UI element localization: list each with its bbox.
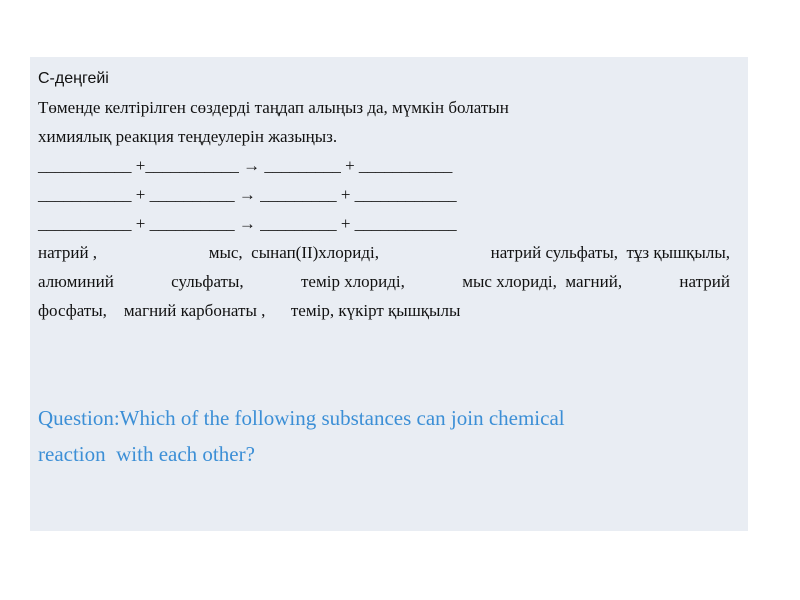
word-bank-line-2 xyxy=(38,267,730,296)
word-bank-item: мыс хлориді, магний, xyxy=(462,272,623,291)
word-bank-item: сульфаты, xyxy=(171,272,244,291)
equation-blank-3: ___________ + __________ → _________ + ____________ xyxy=(38,214,457,233)
word-bank-line-3: фосфаты, магний карбонаты , темір, күкірт қышқылы xyxy=(38,301,461,320)
question-line-2: reaction with each other? xyxy=(38,442,255,466)
word-bank-item: алюминий xyxy=(38,272,114,291)
level-title: С-деңгейі xyxy=(38,70,109,87)
task-text xyxy=(38,64,738,325)
word-bank-item: мыс, сынап(II)хлориді, xyxy=(208,243,380,262)
equation-blank-2: ___________ + __________ → _________ + ____________ xyxy=(38,185,457,204)
word-bank-item: натрий xyxy=(679,272,730,291)
question-text xyxy=(38,400,738,472)
word-bank-line-1 xyxy=(38,238,730,267)
equation-blank-1: ___________ +___________ → _________ + ___________ xyxy=(38,156,453,175)
word-bank-item: натрий , xyxy=(38,243,98,262)
instruction-line-2: химиялық реакция теңдеулерін жазыңыз. xyxy=(38,127,338,146)
instruction-line-1: Төменде келтірілген сөздерді таңдап алыңыз да, мүмкін болатын xyxy=(38,98,509,117)
word-bank-item: натрий сульфаты, тұз қышқылы, xyxy=(490,243,730,262)
question-line-1: Question:Which of the following substances can join chemical xyxy=(38,406,565,430)
word-bank-item: темір хлориді, xyxy=(300,272,405,291)
